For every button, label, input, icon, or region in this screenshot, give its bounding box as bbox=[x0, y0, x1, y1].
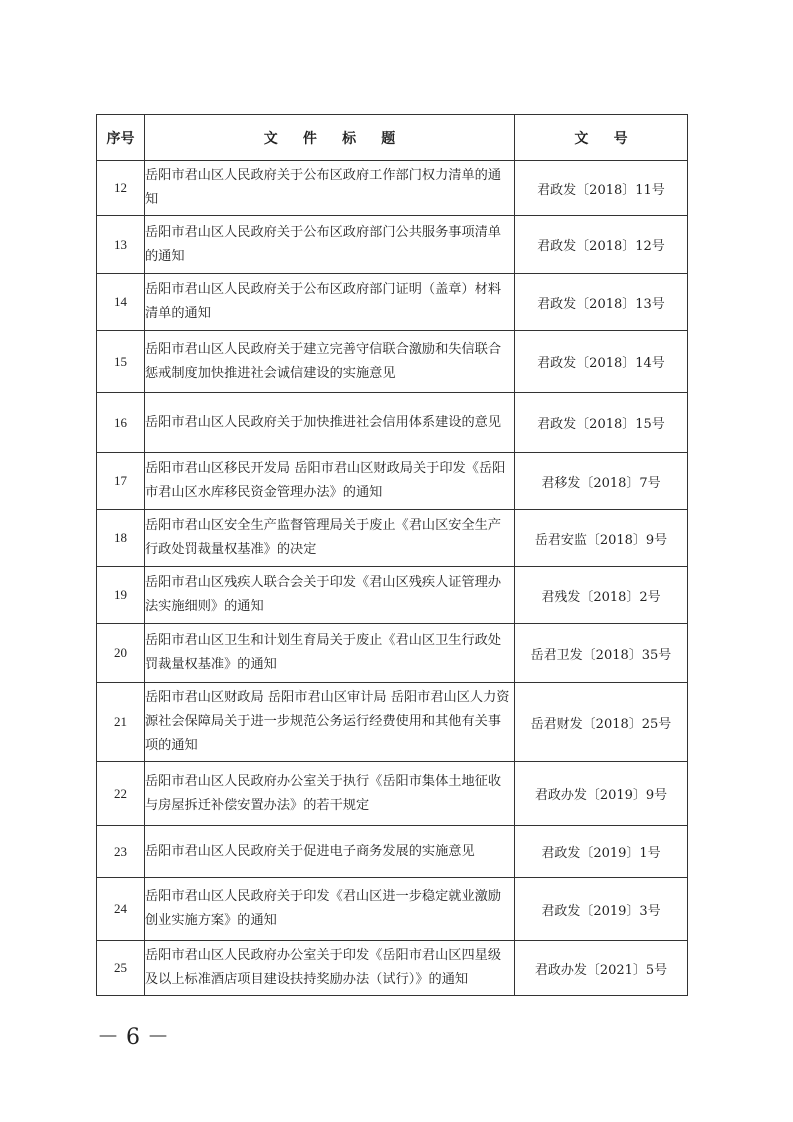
row-doc-no: 君政办发〔2019〕9号 bbox=[515, 762, 688, 826]
row-title: 岳阳市君山区人民政府关于公布区政府部门公共服务事项清单的通知 bbox=[145, 216, 515, 274]
row-seq: 16 bbox=[97, 393, 145, 453]
row-doc-no: 君政发〔2018〕14号 bbox=[515, 331, 688, 393]
row-title: 岳阳市君山区财政局 岳阳市君山区审计局 岳阳市君山区人力资源社会保障局关于进一步规范公务运行经费使用和其他有关事项的通知 bbox=[145, 683, 515, 762]
row-title: 岳阳市君山区人民政府关于公布区政府部门证明（盖章）材料清单的通知 bbox=[145, 274, 515, 331]
table-row bbox=[97, 683, 688, 762]
row-seq: 21 bbox=[97, 683, 145, 762]
row-doc-no: 岳君财发〔2018〕25号 bbox=[515, 683, 688, 762]
table-row bbox=[97, 453, 688, 510]
row-title: 岳阳市君山区人民政府关于印发《君山区进一步稳定就业激励创业实施方案》的通知 bbox=[145, 878, 515, 941]
row-seq: 23 bbox=[97, 826, 145, 878]
header-title: 文件标题 bbox=[145, 115, 515, 161]
table-row bbox=[97, 274, 688, 331]
table-row bbox=[97, 624, 688, 683]
row-seq: 18 bbox=[97, 510, 145, 567]
row-doc-no: 君政发〔2018〕12号 bbox=[515, 216, 688, 274]
row-title: 岳阳市君山区人民政府关于公布区政府工作部门权力清单的通知 bbox=[145, 161, 515, 216]
row-title: 岳阳市君山区人民政府办公室关于执行《岳阳市集体土地征收与房屋拆迁补偿安置办法》的若干规定 bbox=[145, 762, 515, 826]
table-row bbox=[97, 762, 688, 826]
row-seq: 22 bbox=[97, 762, 145, 826]
header-seq: 序号 bbox=[97, 115, 145, 161]
row-doc-no: 君政办发〔2021〕5号 bbox=[515, 941, 688, 996]
table-header-row bbox=[97, 115, 688, 161]
row-doc-no: 君政发〔2019〕1号 bbox=[515, 826, 688, 878]
row-title: 岳阳市君山区人民政府关于建立完善守信联合激励和失信联合惩戒制度加快推进社会诚信建设的实施意见 bbox=[145, 331, 515, 393]
row-seq: 25 bbox=[97, 941, 145, 996]
table-row bbox=[97, 826, 688, 878]
row-seq: 13 bbox=[97, 216, 145, 274]
row-seq: 24 bbox=[97, 878, 145, 941]
row-doc-no: 君移发〔2018〕7号 bbox=[515, 453, 688, 510]
document-list-table bbox=[96, 114, 688, 996]
row-title: 岳阳市君山区卫生和计划生育局关于废止《君山区卫生行政处罚裁量权基准》的通知 bbox=[145, 624, 515, 683]
row-seq: 15 bbox=[97, 331, 145, 393]
row-title: 岳阳市君山区安全生产监督管理局关于废止《君山区安全生产行政处罚裁量权基准》的决定 bbox=[145, 510, 515, 567]
row-doc-no: 岳君安监〔2018〕9号 bbox=[515, 510, 688, 567]
page-number: － 6 － bbox=[97, 1025, 169, 1050]
row-title: 岳阳市君山区移民开发局 岳阳市君山区财政局关于印发《岳阳市君山区水库移民资金管理办法》的通知 bbox=[145, 453, 515, 510]
table-row bbox=[97, 941, 688, 996]
table-row bbox=[97, 878, 688, 941]
row-doc-no: 君政发〔2018〕15号 bbox=[515, 393, 688, 453]
row-doc-no: 君政发〔2018〕13号 bbox=[515, 274, 688, 331]
table-row bbox=[97, 393, 688, 453]
row-title: 岳阳市君山区人民政府办公室关于印发《岳阳市君山区四星级及以上标准酒店项目建设扶持奖励办法（试行）》的通知 bbox=[145, 941, 515, 996]
row-seq: 14 bbox=[97, 274, 145, 331]
row-seq: 17 bbox=[97, 453, 145, 510]
row-title: 岳阳市君山区人民政府关于加快推进社会信用体系建设的意见 bbox=[145, 393, 515, 453]
row-seq: 19 bbox=[97, 567, 145, 624]
row-doc-no: 君政发〔2018〕11号 bbox=[515, 161, 688, 216]
header-doc-no: 文号 bbox=[515, 115, 688, 161]
row-doc-no: 岳君卫发〔2018〕35号 bbox=[515, 624, 688, 683]
row-doc-no: 君政发〔2019〕3号 bbox=[515, 878, 688, 941]
table-row bbox=[97, 331, 688, 393]
row-seq: 12 bbox=[97, 161, 145, 216]
row-title: 岳阳市君山区人民政府关于促进电子商务发展的实施意见 bbox=[145, 826, 515, 878]
table-row bbox=[97, 161, 688, 216]
row-seq: 20 bbox=[97, 624, 145, 683]
table-row bbox=[97, 510, 688, 567]
row-title: 岳阳市君山区残疾人联合会关于印发《君山区残疾人证管理办法实施细则》的通知 bbox=[145, 567, 515, 624]
table-row bbox=[97, 567, 688, 624]
row-doc-no: 君残发〔2018〕2号 bbox=[515, 567, 688, 624]
table-row bbox=[97, 216, 688, 274]
